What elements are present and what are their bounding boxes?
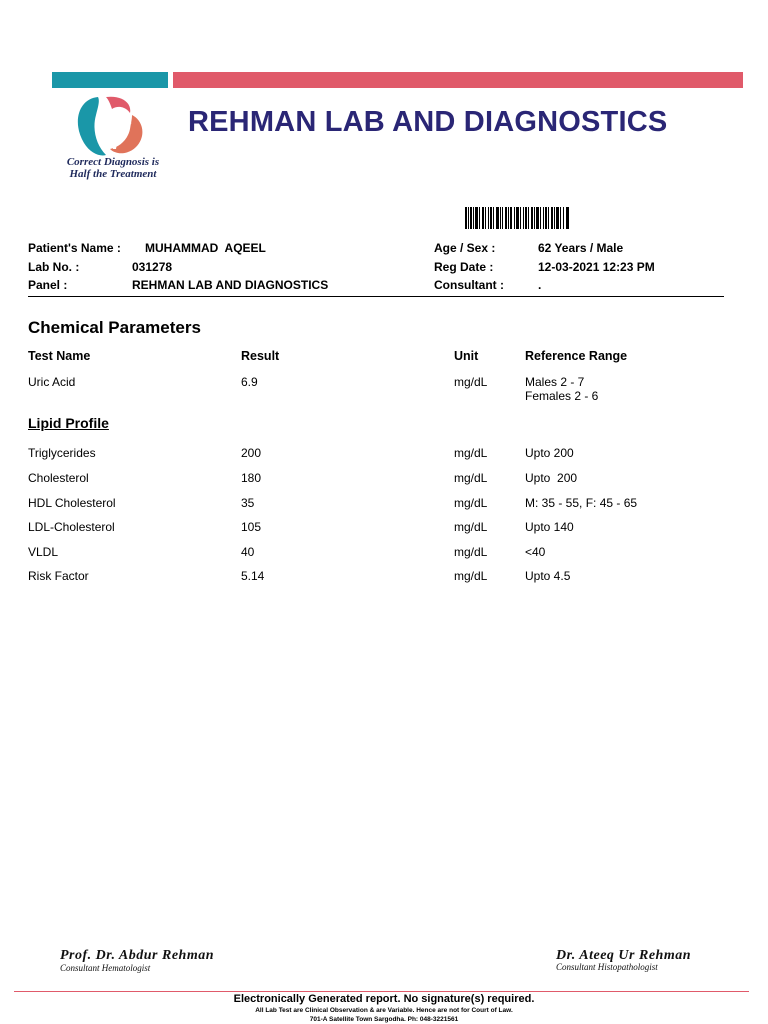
table-row-unit: mg/dL <box>454 520 488 534</box>
table-row-range: M: 35 - 55, F: 45 - 65 <box>525 496 638 510</box>
header-bar-teal <box>52 72 168 88</box>
lab-title: REHMAN LAB AND DIAGNOSTICS <box>188 106 668 138</box>
consultant-value: . <box>538 278 542 292</box>
panel-label: Panel : <box>28 278 68 292</box>
table-row-unit: mg/dL <box>454 471 488 485</box>
table-row-range: Upto 200 <box>525 471 578 485</box>
table-row-result: 105 <box>241 520 262 534</box>
lab-no-label: Lab No. : <box>28 260 80 274</box>
col-unit: Unit <box>454 349 479 363</box>
table-row-result: 200 <box>241 446 262 460</box>
table-row-name: Risk Factor <box>28 569 89 583</box>
reg-date-label: Reg Date : <box>434 260 494 274</box>
right-signatory-name: Dr. Ateeq Ur Rehman <box>556 948 691 963</box>
left-signatory-title: Consultant Hematologist <box>60 963 151 973</box>
table-row-range: Upto 140 <box>525 520 574 534</box>
header-bar-red <box>173 72 743 88</box>
table-row-range: <40 <box>525 545 546 559</box>
uric-acid-range-2: Females 2 - 6 <box>525 389 599 403</box>
table-row-unit: mg/dL <box>454 446 488 460</box>
lab-no-value: 031278 <box>132 260 173 274</box>
table-row-unit: mg/dL <box>454 545 488 559</box>
tagline <box>56 156 170 180</box>
consultant-label: Consultant : <box>434 278 504 292</box>
col-result: Result <box>241 349 280 363</box>
footer-disclaimer: All Lab Test are Clinical Observation & are Variable. Hence are not for Court of Law. <box>255 1007 513 1014</box>
table-row-range: Upto 4.5 <box>525 569 571 583</box>
table-row-name: LDL-Cholesterol <box>28 520 115 534</box>
col-test-name: Test Name <box>28 349 91 363</box>
patient-name-value: MUHAMMAD AQEEL <box>145 241 266 255</box>
table-row-result: 180 <box>241 471 262 485</box>
tagline-line1: Correct Diagnosis is <box>66 156 160 168</box>
table-row-range: Upto 200 <box>525 446 574 460</box>
tagline-line2: Half the Treatment <box>69 168 157 180</box>
barcode-icon <box>465 207 569 229</box>
lipid-profile-title: Lipid Profile <box>28 415 109 431</box>
uric-acid-result: 6.9 <box>241 375 258 389</box>
table-row-unit: mg/dL <box>454 569 488 583</box>
table-row-name: Triglycerides <box>28 446 96 460</box>
section-title: Chemical Parameters <box>28 318 201 337</box>
divider <box>28 296 724 297</box>
reg-date-value: 12-03-2021 12:23 PM <box>538 260 655 274</box>
footer-address: 701-A Satellite Town Sargodha. Ph: 048-3221561 <box>309 1016 459 1023</box>
right-signatory-title: Consultant Histopathologist <box>556 962 658 972</box>
lab-logo-icon <box>70 93 150 159</box>
col-reference-range: Reference Range <box>525 349 628 363</box>
panel-value: REHMAN LAB AND DIAGNOSTICS <box>132 278 329 292</box>
footer-divider <box>14 991 749 992</box>
uric-acid-unit: mg/dL <box>454 375 488 389</box>
table-row-unit: mg/dL <box>454 496 488 510</box>
table-row-result: 5.14 <box>241 569 265 583</box>
table-row-name: VLDL <box>28 545 59 559</box>
left-signatory-name: Prof. Dr. Abdur Rehman <box>60 948 215 963</box>
table-row-result: 40 <box>241 545 255 559</box>
uric-acid-name: Uric Acid <box>28 375 76 389</box>
age-sex-value: 62 Years / Male <box>538 241 624 255</box>
table-row-result: 35 <box>241 496 255 510</box>
table-row-name: Cholesterol <box>28 471 89 485</box>
table-row-name: HDL Cholesterol <box>28 496 116 510</box>
uric-acid-range-1: Males 2 - 7 <box>525 375 585 389</box>
footer-notice: Electronically Generated report. No signature(s) required. <box>233 993 535 1005</box>
age-sex-label: Age / Sex : <box>434 241 496 255</box>
patient-name-label: Patient's Name : <box>28 241 121 255</box>
